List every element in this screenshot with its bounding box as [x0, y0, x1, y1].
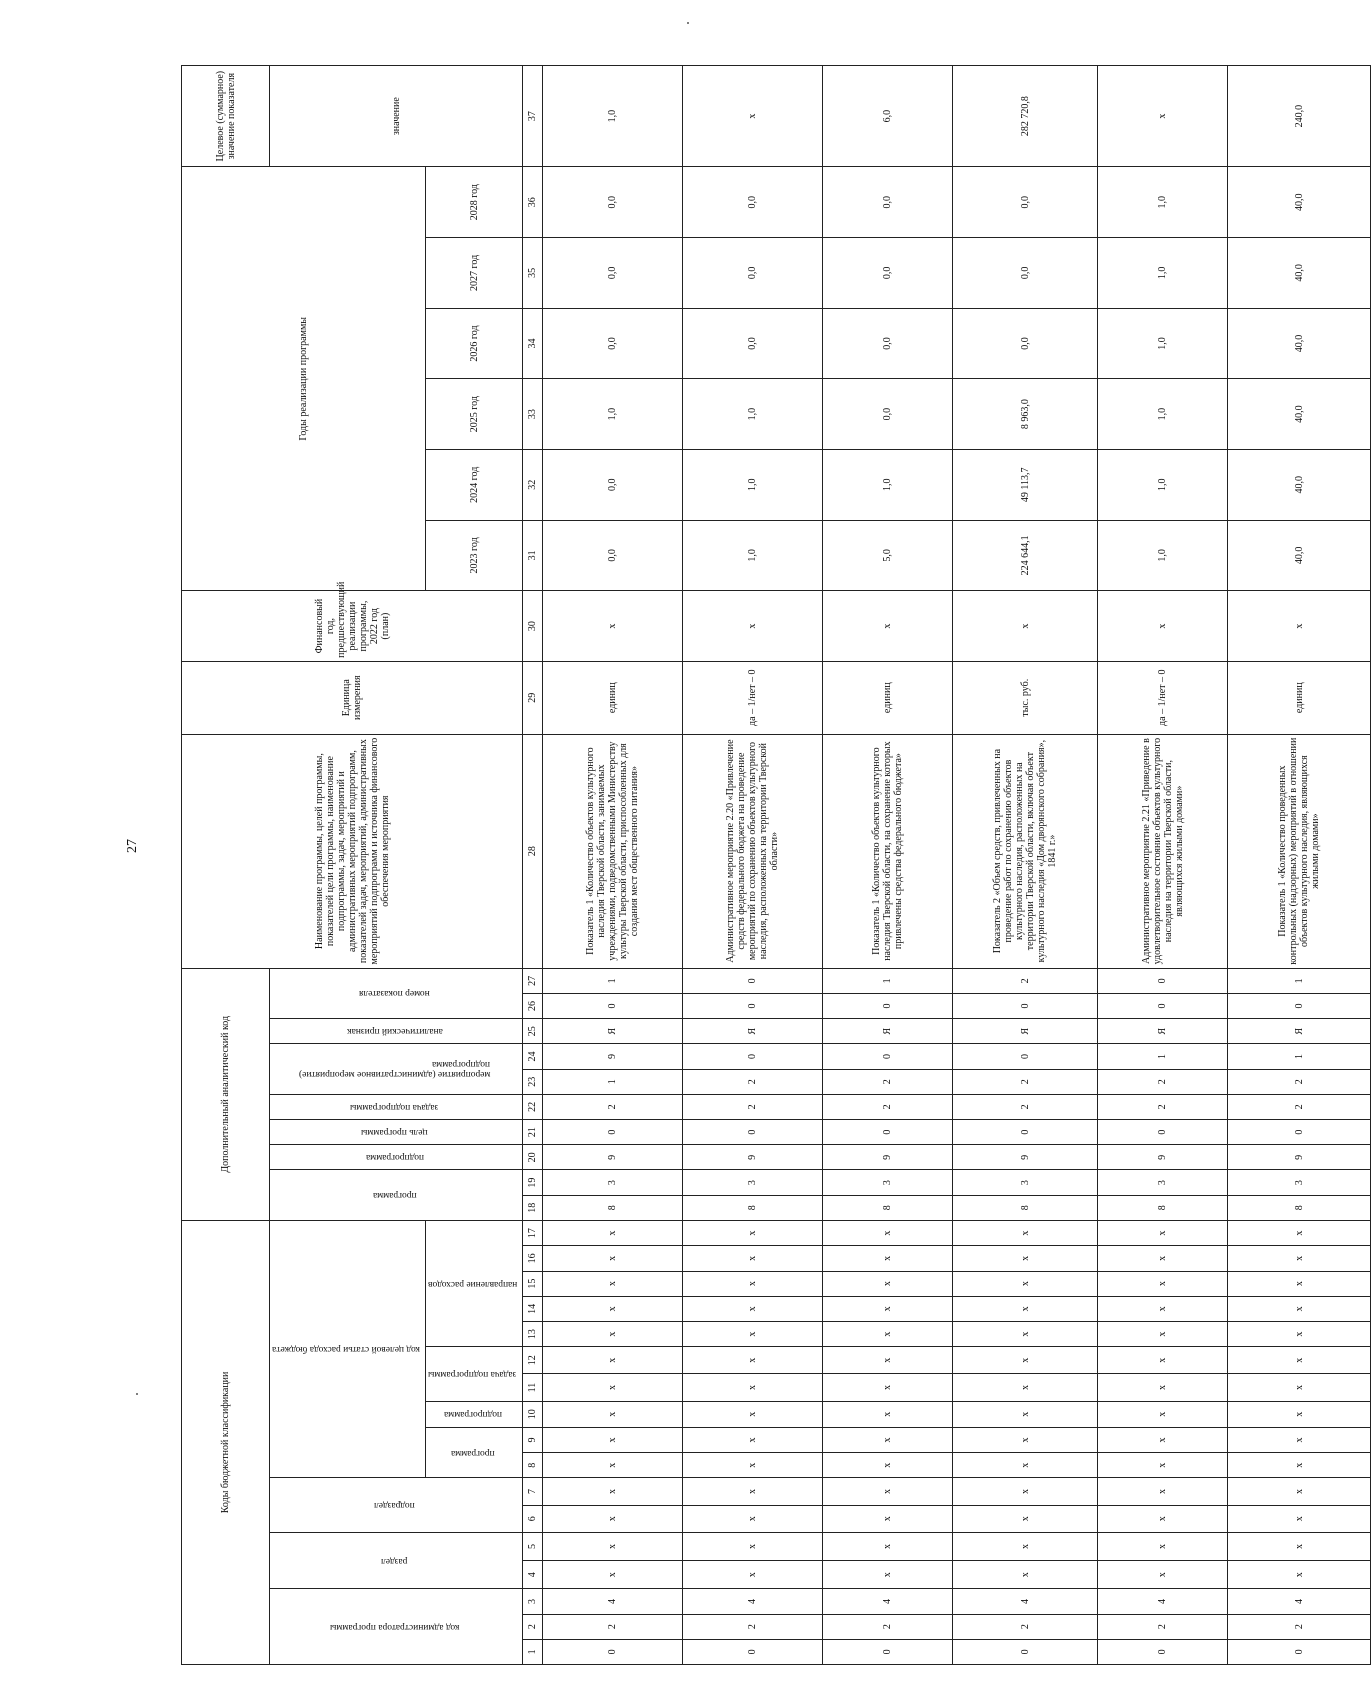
header-years: Годы реализации программы	[182, 167, 426, 591]
header-subprogram: подпрограмма	[425, 1401, 522, 1427]
code-cell: 1	[543, 1069, 683, 1094]
code-cell: х	[543, 1453, 683, 1478]
column-number: 10	[523, 1401, 543, 1427]
code-cell: х	[1098, 1246, 1228, 1271]
row-unit: да – 1/нет – 0	[683, 661, 823, 734]
code-cell: 3	[1228, 1170, 1371, 1195]
row-year-value: 0,0	[823, 167, 953, 238]
column-number: 36	[523, 167, 543, 238]
header-add-program: программа	[270, 1170, 523, 1220]
header-program: программа	[425, 1427, 522, 1477]
row-target: х	[683, 66, 823, 167]
row-year-value: 40,0	[1228, 379, 1371, 450]
header-program-goal: цель программы	[270, 1120, 523, 1145]
header-unit: Единица измерения	[182, 661, 523, 734]
column-number: 8	[523, 1453, 543, 1478]
column-number: 30	[523, 591, 543, 662]
column-number: 21	[523, 1120, 543, 1145]
row-year-value: 1,0	[823, 449, 953, 520]
column-number: 3	[523, 1589, 543, 1614]
code-cell: Я	[683, 1019, 823, 1044]
code-cell: 9	[953, 1145, 1098, 1170]
code-cell: х	[953, 1321, 1098, 1346]
table-row	[683, 66, 823, 1665]
code-cell: х	[823, 1561, 953, 1589]
column-number: 2	[523, 1614, 543, 1639]
code-cell: 0	[953, 1120, 1098, 1145]
code-cell: х	[1228, 1347, 1371, 1374]
code-cell: 2	[683, 1614, 823, 1639]
row-year-value: 0,0	[543, 520, 683, 591]
row-year-value: 0,0	[823, 238, 953, 309]
column-number: 27	[523, 968, 543, 993]
code-cell: х	[683, 1271, 823, 1296]
row-year-value: 1,0	[1098, 520, 1228, 591]
code-cell: х	[823, 1220, 953, 1245]
row-year-value: 0,0	[683, 167, 823, 238]
code-cell: 0	[1228, 993, 1371, 1018]
header-year: 2023 год	[425, 520, 522, 591]
header-subprogram-task: задача подпрограммы	[425, 1347, 522, 1402]
code-cell: х	[1098, 1220, 1228, 1245]
row-target: 6,0	[823, 66, 953, 167]
code-cell: 1	[823, 968, 953, 993]
code-cell: 1	[1098, 1044, 1228, 1069]
row-year-value: 1,0	[683, 379, 823, 450]
row-year-value: 1,0	[683, 520, 823, 591]
code-cell: х	[1228, 1220, 1371, 1245]
code-cell: х	[683, 1427, 823, 1452]
column-number: 28	[523, 734, 543, 968]
code-cell: х	[1098, 1453, 1228, 1478]
code-cell: 8	[683, 1195, 823, 1220]
row-year-value: 40,0	[1228, 449, 1371, 520]
column-number: 13	[523, 1321, 543, 1346]
code-cell: х	[683, 1321, 823, 1346]
row-base-year: х	[1098, 591, 1228, 662]
header-name: Наименование программы, целей программы, показателей цели программы, наименование подпрограммы, задач, мероприятий и административных мероприятий подпрограмм, показателей задач, мероприятий, административных мероприятий подпрограмм и источника финансового обеспечения мероприятия	[182, 734, 523, 968]
code-cell: х	[953, 1478, 1098, 1505]
row-year-value: 40,0	[1228, 167, 1371, 238]
code-cell: Я	[543, 1019, 683, 1044]
row-year-value: 0,0	[823, 379, 953, 450]
code-cell: 2	[823, 1094, 953, 1119]
code-cell: 0	[683, 968, 823, 993]
code-cell: х	[953, 1505, 1098, 1532]
code-cell: 2	[1098, 1614, 1228, 1639]
row-year-value: 0,0	[543, 449, 683, 520]
code-cell: 9	[1098, 1145, 1228, 1170]
code-cell: 0	[683, 1639, 823, 1664]
row-year-value: 1,0	[1098, 167, 1228, 238]
code-cell: 0	[1228, 1639, 1371, 1664]
header-year: 2026 год	[425, 308, 522, 379]
column-number: 12	[523, 1347, 543, 1374]
code-cell: х	[1098, 1401, 1228, 1427]
code-cell: х	[1098, 1478, 1228, 1505]
code-cell: 4	[543, 1589, 683, 1614]
code-cell: 2	[953, 1614, 1098, 1639]
code-cell: х	[1098, 1271, 1228, 1296]
row-name: Показатель 1 «Количество объектов культурного наследия Тверской области, занимаемых учреждениями, подведомственными Министерству культуры Тверской области, приспособленных для создания мест общественного питания»	[543, 734, 683, 968]
column-number: 22	[523, 1094, 543, 1119]
code-cell: 3	[543, 1170, 683, 1195]
code-cell: Я	[953, 1019, 1098, 1044]
code-cell: х	[1098, 1532, 1228, 1560]
column-number: 11	[523, 1374, 543, 1401]
code-cell: х	[953, 1220, 1098, 1245]
column-number: 35	[523, 238, 543, 309]
row-year-value: 40,0	[1228, 520, 1371, 591]
code-cell: х	[953, 1453, 1098, 1478]
row-name: Показатель 1 «Количество проведенных контрольных (надзорных) мероприятий в отношении объектов культурного наследия, являющихся жилыми домами»	[1228, 734, 1371, 968]
code-cell: х	[1228, 1561, 1371, 1589]
code-cell: х	[683, 1453, 823, 1478]
row-target: х	[1098, 66, 1228, 167]
header-activity: мероприятие (административное мероприятие)подпрограмма	[270, 1044, 523, 1094]
row-name: Показатель 2 «Объем средств, привлеченных на проведение работ по сохранению объектов культурного наследия, расположенных на территории Тверской области, включая объект культурного наследия «Дом дворянского собрания», 1841 г.»	[953, 734, 1098, 968]
column-number: 24	[523, 1044, 543, 1069]
code-cell: 2	[1228, 1094, 1371, 1119]
header-year: 2028 год	[425, 167, 522, 238]
code-cell: х	[1228, 1374, 1371, 1401]
column-number: 31	[523, 520, 543, 591]
code-cell: 2	[953, 968, 1098, 993]
code-cell: 2	[1228, 1614, 1371, 1639]
code-cell: х	[683, 1246, 823, 1271]
code-cell: х	[543, 1220, 683, 1245]
code-cell: 9	[543, 1145, 683, 1170]
code-cell: 0	[1228, 1120, 1371, 1145]
code-cell: 8	[823, 1195, 953, 1220]
scan-speck	[136, 1393, 138, 1395]
row-year-value: 1,0	[543, 379, 683, 450]
row-unit: тыс. руб.	[953, 661, 1098, 734]
header-value: значение	[270, 66, 523, 167]
header-expense-direction: направление расходов	[425, 1220, 522, 1346]
row-year-value: 40,0	[1228, 238, 1371, 309]
code-cell: х	[953, 1246, 1098, 1271]
code-cell: 2	[1098, 1094, 1228, 1119]
column-number: 6	[523, 1505, 543, 1532]
row-year-value: 1,0	[1098, 449, 1228, 520]
column-number: 32	[523, 449, 543, 520]
row-year-value: 1,0	[1098, 238, 1228, 309]
rotated-table-sheet	[181, 65, 1322, 1665]
header-section: раздел	[270, 1532, 523, 1589]
code-cell: 3	[683, 1170, 823, 1195]
row-year-value: 0,0	[543, 238, 683, 309]
code-cell: х	[823, 1296, 953, 1321]
code-cell: 9	[1228, 1145, 1371, 1170]
row-year-value: 0,0	[953, 308, 1098, 379]
page-number: 27	[125, 839, 140, 853]
code-cell: х	[1098, 1561, 1228, 1589]
code-cell: х	[1228, 1271, 1371, 1296]
code-cell: х	[1228, 1505, 1371, 1532]
column-number: 25	[523, 1019, 543, 1044]
code-cell: х	[823, 1246, 953, 1271]
row-target: 1,0	[543, 66, 683, 167]
code-cell: 0	[823, 1044, 953, 1069]
code-cell: х	[1098, 1427, 1228, 1452]
code-cell: 4	[1228, 1589, 1371, 1614]
header-add-subprogram: подпрограмма	[270, 1145, 523, 1170]
code-cell: 0	[823, 993, 953, 1018]
code-cell: х	[1098, 1505, 1228, 1532]
header-target-value: Целевое (суммарное) значение показателя	[182, 66, 270, 167]
code-cell: х	[953, 1347, 1098, 1374]
table-row	[953, 66, 1098, 1665]
code-cell: 0	[683, 1120, 823, 1145]
code-cell: х	[543, 1347, 683, 1374]
code-cell: 0	[1098, 993, 1228, 1018]
table-row	[543, 66, 683, 1665]
header-analytic-flag: аналитический признак	[270, 1019, 523, 1044]
header-admin-code: код администратора программы	[270, 1589, 523, 1665]
table-row	[1228, 66, 1371, 1665]
code-cell: 4	[953, 1589, 1098, 1614]
code-cell: х	[683, 1532, 823, 1560]
code-cell: х	[683, 1401, 823, 1427]
header-subsection: подраздел	[270, 1478, 523, 1533]
code-cell: 0	[1098, 1639, 1228, 1664]
code-cell: х	[683, 1220, 823, 1245]
program-table	[181, 65, 1371, 1665]
row-target: 240,0	[1228, 66, 1371, 167]
code-cell: 0	[953, 1639, 1098, 1664]
code-cell: х	[543, 1296, 683, 1321]
code-cell: 8	[953, 1195, 1098, 1220]
column-number: 29	[523, 661, 543, 734]
code-cell: х	[953, 1374, 1098, 1401]
row-year-value: 1,0	[683, 449, 823, 520]
code-cell: х	[953, 1296, 1098, 1321]
column-number: 16	[523, 1246, 543, 1271]
code-cell: х	[823, 1321, 953, 1346]
row-year-value: 0,0	[823, 308, 953, 379]
code-cell: х	[823, 1271, 953, 1296]
code-cell: х	[683, 1561, 823, 1589]
column-number: 37	[523, 66, 543, 167]
code-cell: 1	[1228, 968, 1371, 993]
code-cell: х	[1228, 1246, 1371, 1271]
header-year: 2024 год	[425, 449, 522, 520]
row-year-value: 0,0	[953, 167, 1098, 238]
code-cell: 0	[953, 1044, 1098, 1069]
code-cell: 2	[1228, 1069, 1371, 1094]
code-cell: х	[543, 1478, 683, 1505]
row-year-value: 0,0	[543, 308, 683, 379]
header-budget-codes: Коды бюджетной классификации	[182, 1220, 270, 1664]
row-unit: единиц	[543, 661, 683, 734]
column-number: 33	[523, 379, 543, 450]
code-cell: х	[1228, 1532, 1371, 1560]
code-cell: 0	[683, 993, 823, 1018]
row-base-year: х	[823, 591, 953, 662]
column-number: 26	[523, 993, 543, 1018]
code-cell: х	[683, 1296, 823, 1321]
code-cell: 0	[683, 1044, 823, 1069]
code-cell: х	[1228, 1427, 1371, 1452]
code-cell: 8	[1228, 1195, 1371, 1220]
column-number: 4	[523, 1561, 543, 1589]
code-cell: 4	[1098, 1589, 1228, 1614]
row-year-value: 5,0	[823, 520, 953, 591]
code-cell: х	[1098, 1374, 1228, 1401]
row-year-value: 0,0	[953, 238, 1098, 309]
code-cell: х	[823, 1374, 953, 1401]
row-year-value: 0,0	[543, 167, 683, 238]
code-cell: 0	[543, 993, 683, 1018]
header-fiscal-year: Финансовый год, предшествующий реализации программы, 2022 год (план)	[182, 591, 523, 662]
code-cell: х	[543, 1401, 683, 1427]
column-number: 18	[523, 1195, 543, 1220]
row-base-year: х	[1228, 591, 1371, 662]
header-target-article: код целевой статьи расхода бюджета	[270, 1220, 426, 1477]
code-cell: 0	[953, 993, 1098, 1018]
code-cell: 4	[823, 1589, 953, 1614]
code-cell: х	[683, 1478, 823, 1505]
row-year-value: 40,0	[1228, 308, 1371, 379]
row-year-value: 8 963,0	[953, 379, 1098, 450]
code-cell: Я	[1228, 1019, 1371, 1044]
header-year: 2025 год	[425, 379, 522, 450]
scan-speck	[687, 22, 689, 24]
code-cell: х	[1098, 1347, 1228, 1374]
code-cell: 3	[823, 1170, 953, 1195]
code-cell: х	[823, 1427, 953, 1452]
column-number: 15	[523, 1271, 543, 1296]
code-cell: х	[683, 1505, 823, 1532]
code-cell: х	[543, 1374, 683, 1401]
code-cell: 0	[543, 1120, 683, 1145]
code-cell: х	[1228, 1321, 1371, 1346]
code-cell: х	[543, 1427, 683, 1452]
code-cell: 2	[683, 1069, 823, 1094]
column-number: 9	[523, 1427, 543, 1452]
column-number: 17	[523, 1220, 543, 1245]
code-cell: 2	[953, 1094, 1098, 1119]
column-number: 20	[523, 1145, 543, 1170]
code-cell: х	[953, 1532, 1098, 1560]
row-year-value: 1,0	[1098, 308, 1228, 379]
row-unit: единиц	[823, 661, 953, 734]
row-base-year: х	[683, 591, 823, 662]
header-year: 2027 год	[425, 238, 522, 309]
code-cell: 8	[1098, 1195, 1228, 1220]
column-number: 23	[523, 1069, 543, 1094]
code-cell: 2	[823, 1069, 953, 1094]
row-target: 282 720,8	[953, 66, 1098, 167]
header-indicator-number: номер показателя	[270, 968, 523, 1018]
code-cell: х	[823, 1347, 953, 1374]
code-cell: 2	[953, 1069, 1098, 1094]
code-cell: х	[953, 1427, 1098, 1452]
row-year-value: 49 113,7	[953, 449, 1098, 520]
row-base-year: х	[543, 591, 683, 662]
column-number: 19	[523, 1170, 543, 1195]
row-unit: да – 1/нет – 0	[1098, 661, 1228, 734]
code-cell: х	[543, 1505, 683, 1532]
code-cell: 0	[543, 1639, 683, 1664]
code-cell: х	[823, 1478, 953, 1505]
code-cell: 2	[1098, 1069, 1228, 1094]
code-cell: х	[1228, 1401, 1371, 1427]
code-cell: х	[823, 1401, 953, 1427]
code-cell: х	[543, 1532, 683, 1560]
column-number: 5	[523, 1532, 543, 1560]
row-year-value: 1,0	[1098, 379, 1228, 450]
code-cell: х	[543, 1321, 683, 1346]
code-cell: х	[953, 1401, 1098, 1427]
code-cell: х	[1228, 1453, 1371, 1478]
row-unit: единиц	[1228, 661, 1371, 734]
header-additional-code: Дополнительный аналитический код	[182, 968, 270, 1220]
code-cell: х	[1098, 1296, 1228, 1321]
row-name: Административное мероприятие 2.21 «Приведение в удовлетворительное состояние объектов культурного наследия на территории Тверской области, являющихся жилыми домами»	[1098, 734, 1228, 968]
code-cell: 0	[1098, 968, 1228, 993]
code-cell: 0	[823, 1639, 953, 1664]
code-cell: х	[823, 1453, 953, 1478]
code-cell: Я	[823, 1019, 953, 1044]
code-cell: х	[1098, 1321, 1228, 1346]
code-cell: 9	[683, 1145, 823, 1170]
code-cell: 2	[543, 1094, 683, 1119]
code-cell: 8	[543, 1195, 683, 1220]
column-number: 7	[523, 1478, 543, 1505]
code-cell: х	[953, 1561, 1098, 1589]
code-cell: х	[823, 1532, 953, 1560]
code-cell: х	[683, 1374, 823, 1401]
code-cell: 0	[1098, 1120, 1228, 1145]
row-name: Административное мероприятие 2.20 «Привлечение средств федерального бюджета на проведение мероприятий по сохранению объектов культурного наследия, расположенных на территории Тверской области»	[683, 734, 823, 968]
column-number: 1	[523, 1639, 543, 1664]
row-name: Показатель 1 «Количество объектов культурного наследия Тверской области, на сохранение которых привлечены средства федерального бюджета»	[823, 734, 953, 968]
header-sub-task: задача подпрограммы	[270, 1094, 523, 1119]
code-cell: 4	[683, 1589, 823, 1614]
code-cell: 2	[543, 1614, 683, 1639]
code-cell: 0	[823, 1120, 953, 1145]
code-cell: 2	[683, 1094, 823, 1119]
column-number: 14	[523, 1296, 543, 1321]
code-cell: х	[543, 1246, 683, 1271]
code-cell: 3	[953, 1170, 1098, 1195]
code-cell: х	[953, 1271, 1098, 1296]
code-cell: 3	[1098, 1170, 1228, 1195]
code-cell: х	[823, 1505, 953, 1532]
column-number: 34	[523, 308, 543, 379]
code-cell: 1	[1228, 1044, 1371, 1069]
table-row	[823, 66, 953, 1665]
code-cell: х	[1228, 1296, 1371, 1321]
code-cell: х	[543, 1271, 683, 1296]
code-cell: Я	[1098, 1019, 1228, 1044]
code-cell: 1	[543, 968, 683, 993]
row-year-value: 0,0	[683, 238, 823, 309]
code-cell: 9	[543, 1044, 683, 1069]
row-base-year: х	[953, 591, 1098, 662]
code-cell: х	[683, 1347, 823, 1374]
row-year-value: 224 644,1	[953, 520, 1098, 591]
row-year-value: 0,0	[683, 308, 823, 379]
table-row	[1098, 66, 1228, 1665]
code-cell: 2	[823, 1614, 953, 1639]
code-cell: х	[1228, 1478, 1371, 1505]
code-cell: х	[543, 1561, 683, 1589]
code-cell: 9	[823, 1145, 953, 1170]
